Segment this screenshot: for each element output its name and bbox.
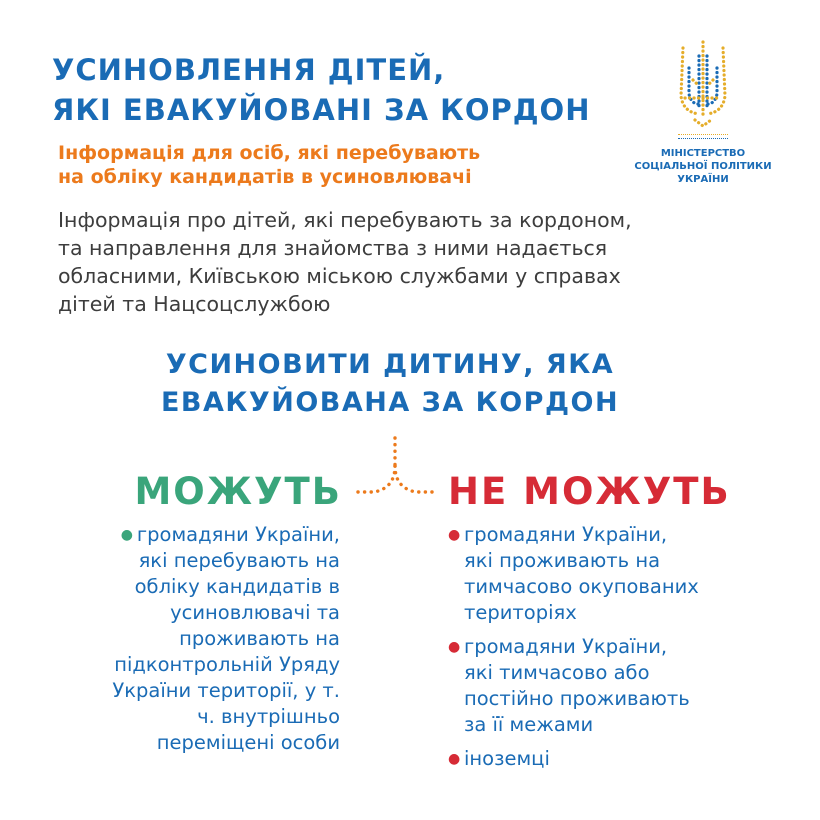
cannot-heading: НЕ МОЖУТЬ <box>448 470 731 513</box>
cannot-list-item <box>448 746 798 772</box>
dotted-connector <box>350 436 440 500</box>
ministry-logo <box>618 38 788 186</box>
info-line: дітей та Нацсоцслужбою <box>58 292 331 316</box>
can-line: громадяни України, <box>136 523 340 546</box>
info-line: обласними, Київською міською службами у справах <box>58 264 621 288</box>
section-title-line: ЕВАКУЙОВАНА ЗА КОРДОН <box>160 387 620 418</box>
cannot-line: які проживають на <box>464 549 661 572</box>
ministry-name-line: СОЦІАЛЬНОЇ ПОЛІТИКИ <box>634 161 772 172</box>
section-title-line: УСИНОВИТИ ДИТИНУ, ЯКА <box>165 349 615 380</box>
ministry-name <box>618 147 788 186</box>
bullet-dot-icon: ● <box>120 527 133 543</box>
title-line: ЯКІ ЕВАКУЙОВАНІ ЗА КОРДОН <box>52 93 591 127</box>
cannot-line: які тимчасово або <box>464 661 650 684</box>
cannot-line: територіях <box>464 601 577 624</box>
can-line: переміщені особи <box>156 731 340 754</box>
cannot-line: постійно проживають <box>464 687 690 710</box>
subtitle-line: Інформація для осіб, які перебувають <box>58 142 481 164</box>
can-line: усиновлювачі та <box>170 601 340 624</box>
page-title <box>52 50 590 130</box>
bullet-dot-icon: ● <box>448 527 461 543</box>
can-heading: МОЖУТЬ <box>134 470 342 513</box>
section-title <box>0 346 780 422</box>
can-list <box>30 522 340 756</box>
can-line: підконтрольній Уряду <box>114 653 340 676</box>
can-list-item <box>30 522 340 756</box>
can-line: ч. внутрішньо <box>197 705 340 728</box>
ministry-name-line: МІНІСТЕРСТВО <box>660 148 746 159</box>
info-paragraph <box>58 206 758 318</box>
cannot-list-item <box>448 522 798 626</box>
cannot-line: громадяни України, <box>464 635 668 658</box>
cannot-line: громадяни України, <box>464 523 668 546</box>
logo-divider <box>678 134 728 139</box>
can-line: України території, у т. <box>112 679 340 702</box>
info-line: та направлення для знайомства з ними надається <box>58 236 608 260</box>
can-line: проживають на <box>179 627 340 650</box>
cannot-list-item <box>448 634 798 738</box>
page-subtitle <box>58 141 480 189</box>
can-line: які перебувають на <box>138 549 340 572</box>
bullet-dot-icon: ● <box>448 751 461 767</box>
trident-emblem-icon <box>671 38 735 130</box>
cannot-line: іноземці <box>464 747 550 770</box>
cannot-line: тимчасово окупованих <box>464 575 699 598</box>
cannot-list <box>448 522 798 780</box>
ministry-name-line: УКРАЇНИ <box>677 174 729 185</box>
cannot-line: за її межами <box>464 713 594 736</box>
can-line: обліку кандидатів в <box>134 575 340 598</box>
title-line: УСИНОВЛЕННЯ ДІТЕЙ, <box>52 53 446 87</box>
info-line: Інформація про дітей, які перебувають за кордоном, <box>58 208 632 232</box>
bullet-dot-icon: ● <box>448 639 461 655</box>
subtitle-line: на обліку кандидатів в усиновлювачі <box>58 166 472 188</box>
